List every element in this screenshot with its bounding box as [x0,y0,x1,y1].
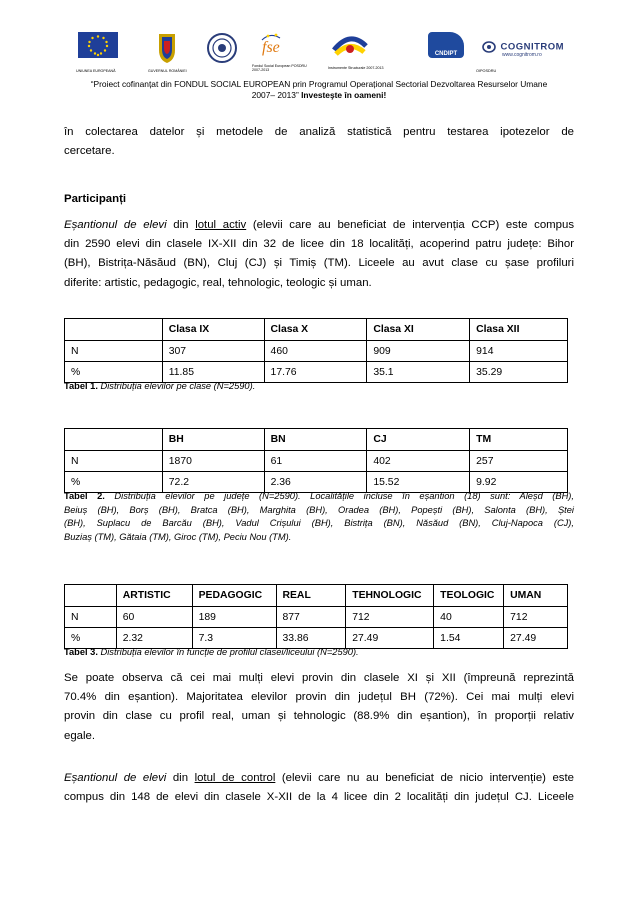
eu-flag-icon [78,32,118,62]
header-cell: PEDAGOGIC [192,585,276,607]
header-cell: CJ [367,429,470,451]
caption-text: Distribuția elevilor pe clase (N=2590). [97,381,256,391]
fse-logo [252,32,307,73]
table-class-distribution [64,318,568,383]
header-project-line-1: “Proiect cofinanțat din FONDUL SOCIAL EUROPEAN prin Programul Operațional Sectorial Dezvoltarea Resurselor Umane [90,79,548,89]
table-cell: 61 [264,451,367,472]
table-cell: 27.49 [346,628,434,649]
text-fragment: (elevii care au beneficiat de intervenția CCP) este compus [246,219,575,231]
caption-line: Beiuș (BH), Borș (BH), Bratca (BH), Marghita (BH), Oradea (BH), Popești (BH), Salonta (BH), Ștei [64,504,574,515]
eu-flag-logo [76,32,118,73]
control-sample-paragraph [64,769,574,807]
header-cell: BH [162,429,264,451]
header-cell: BN [264,429,367,451]
fse-caption: Fondul Social European POSDRU 2007-2013 [252,64,307,73]
cndipt-subcaption: OIPOSDRU [476,69,497,73]
table-cell: 15.52 [367,472,470,493]
intro-line: în colectarea datelor și metodele de analiză statistică pentru testarea ipotezelor de [64,126,574,138]
table-cell: 909 [367,341,470,362]
table-row [65,451,568,472]
structural-funds-logo [328,32,384,70]
table-cell: 2.36 [264,472,367,493]
header-cell [65,429,163,451]
table-cell: 40 [434,607,504,628]
sample-term: Eșantionul de elevi [64,219,167,231]
romania-government-logo [148,32,187,73]
header-slogan: Investeşte în oameni! [301,90,387,100]
table-county-distribution [64,428,568,493]
table-cell: 402 [367,451,470,472]
active-sample-paragraph [64,216,574,293]
paragraph-line: provin din clase cu profil real, uman și tehnologic (88.9% din eșantion), în proporții relativ [64,710,574,723]
table-cell: 35.1 [367,362,470,383]
text-fragment: (elevii care nu au beneficiat de nicio intervenție) este [275,772,574,784]
header-cell: REAL [276,585,346,607]
table-cell: 33.86 [276,628,346,649]
eu-flag-caption: UNIUNEA EUROPEANĂ [76,69,116,73]
table-cell: 60 [116,607,192,628]
paragraph-line: (BH), Bistrița-Năsăud (BN), Cluj (CJ) și Timiș (TM). Liceele au avut clase cu șase profiluri [64,257,574,270]
table-cell: % [65,362,163,383]
cognitrom-logo [482,38,564,56]
header-cell: TEHNOLOGIC [346,585,434,607]
cognitrom-wordmark: COGNITROM [500,41,565,53]
svg-text:fse: fse [262,39,280,56]
caption-line: Buziaș (TM), Gătaia (TM), Giroc (TM), Peciu Nou (TM). [64,531,292,542]
table-cell: 307 [162,341,264,362]
paragraph-line: 70.4% din eșantion). Majoritatea elevilor provin din județul BH (72%). Cei mai mulți elevi [64,691,574,704]
control-lot-term: lotul de control [194,772,276,784]
table-cell: % [65,628,117,649]
cndipt-logo [428,32,497,73]
table-cell: 1.54 [434,628,504,649]
table-cell: 712 [504,607,568,628]
table-cell: 27.49 [504,628,568,649]
paragraph-line: Se poate observa că cei mai mulți elevi provin din clasele XI și XII (împreună reprezintă [64,672,574,684]
table-profile-distribution [64,584,568,649]
table-cell: % [65,472,163,493]
paragraph-line: compus din 148 de elevi din clasele X-XII de la 4 licee din 2 localități din județul CJ. Liceele [64,791,574,804]
table-cell: 7.3 [192,628,276,649]
table-row [65,607,568,628]
table-cell: 257 [470,451,568,472]
caption-label: Tabel 2. [64,491,105,501]
caption-line [64,490,574,504]
table-cell: 712 [346,607,434,628]
intro-paragraph [64,123,574,161]
paragraph-line [64,769,574,788]
table-cell: 17.76 [264,362,367,383]
sample-term: Eșantionul de elevi [64,772,167,784]
summary-paragraph [64,669,574,746]
header-cell: Clasa XII [470,319,568,341]
table-header-row [65,585,568,607]
table-header-row [65,319,568,341]
cognitrom-url: www.cognitrom.ro [502,52,542,58]
intro-line: cercetare. [64,145,115,158]
table3-caption [64,646,574,660]
caption-label: Tabel 3. [64,647,98,657]
header-cell: TEOLOGIC [434,585,504,607]
header-cell: Clasa IX [162,319,264,341]
cognitrom-icon [482,41,496,53]
table-cell: 72.2 [162,472,264,493]
header-project-line-2 [64,90,574,101]
table-header-row [65,429,568,451]
fse-icon [258,32,294,60]
header-cell: Clasa XI [367,319,470,341]
caption-label: Tabel 1. [64,381,98,391]
table2-caption [64,490,574,544]
government-caption: GUVERNUL ROMÂNIEI [148,69,187,73]
header-cell: ARTISTIC [116,585,192,607]
header-cell: UMAN [504,585,568,607]
header-logos [78,32,576,76]
header-cell: Clasa X [264,319,367,341]
paragraph-line: diferite: artistic, pedagogic, real, tehnologic, teologic și uman. [64,276,372,289]
coat-of-arms-icon [156,32,178,64]
cndipt-badge: CNDIPT [428,32,464,58]
active-lot-term: lotul activ [195,219,247,231]
table-cell: 189 [192,607,276,628]
header-cell [65,319,163,341]
table-cell: N [65,607,117,628]
structural-funds-icon [328,32,372,62]
table1-caption [64,380,574,394]
paragraph-line: din 2590 elevi din clasele IX-XII din 32 de licee din 18 localități, acoperind patru județe: Bihor [64,238,574,251]
table-cell: 460 [264,341,367,362]
caption-text: Distribuția elevilor pe județe (N=2590). Localitățile incluse în eșantion (18) sunt: Aleșd (BH), [104,491,574,501]
paragraph-line [64,216,574,235]
table-cell: 914 [470,341,568,362]
structural-funds-caption: Instrumente Structurale 2007-2013 [328,66,384,70]
header-cell: TM [470,429,568,451]
table-cell: 1870 [162,451,264,472]
table-cell: 877 [276,607,346,628]
paragraph-line: egale. [64,729,96,742]
table-cell: 2.32 [116,628,192,649]
text-fragment: din [166,219,196,231]
ministry-seal-logo [206,32,238,69]
table-cell: N [65,341,163,362]
table-cell: 9.92 [470,472,568,493]
table-row [65,341,568,362]
header-years: 2007– 2013” [251,90,302,100]
table-cell: 11.85 [162,362,264,383]
caption-line: (BH), Suplacu de Barcău (BH), Vadul Crișului (BH), Bistrița (BN), Năsăud (BN), Cluj-Napoca (CJ), [64,518,574,528]
table-cell: N [65,451,163,472]
seal-icon [206,32,238,64]
caption-text: Distribuția elevilor în funcție de profilul clasei/liceului (N=2590). [97,647,359,657]
header-cell [65,585,117,607]
participants-heading: Participanți [64,193,127,205]
text-fragment: din [166,772,195,784]
table-cell: 35.29 [470,362,568,383]
